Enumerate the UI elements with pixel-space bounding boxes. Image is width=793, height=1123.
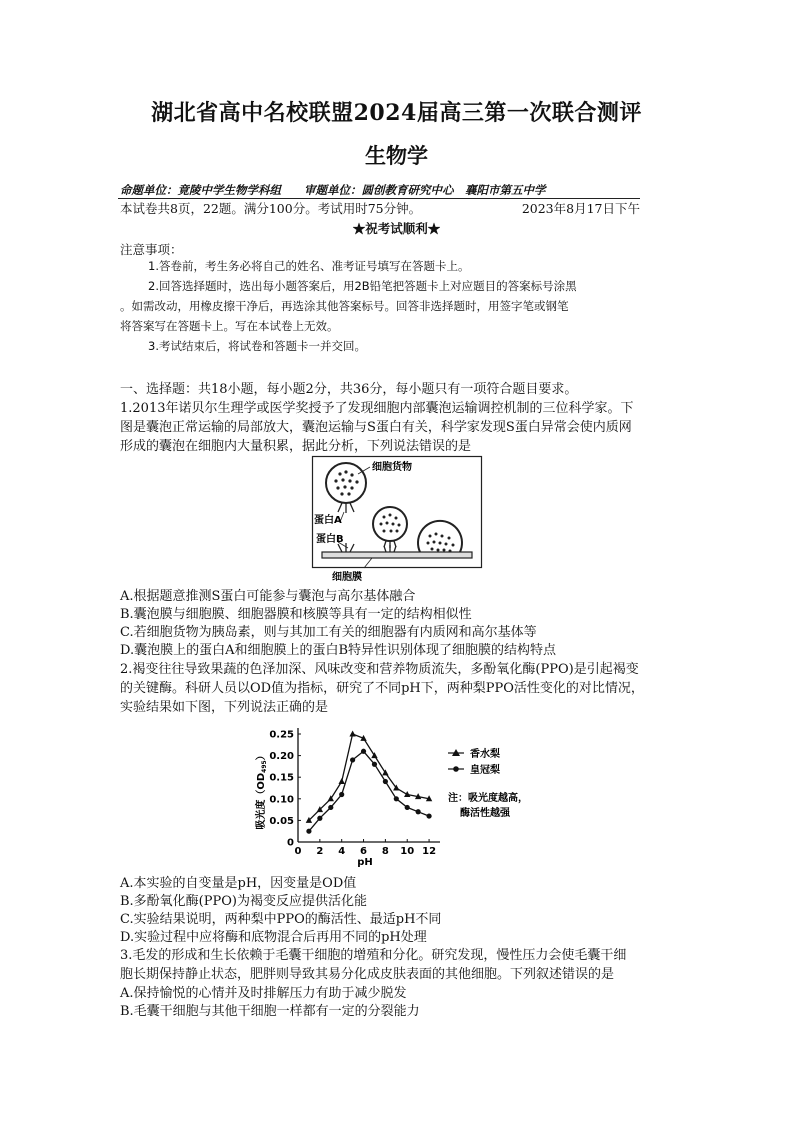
series-line [309,751,429,831]
legend-item: 皇冠梨 [470,765,500,776]
q1-stem-line: 1.2013年诺贝尔生理学或医学奖授予了发现细胞内部囊泡运输调控机制的三位科学家。下 [120,401,634,416]
y-tick-label: 0.20 [269,751,294,763]
data-point [383,779,388,784]
data-point [416,809,421,814]
q1-option-b: B.囊泡膜与细胞膜、细胞器膜和核膜等具有一定的结构相似性 [120,607,472,622]
q2-option-c: C.实验结果说明，两种梨中PPO的酶活性、最适pH不同 [120,912,442,927]
label-cell-membrane: 细胞膜 [332,572,362,583]
q2-option-b: B.多酚氧化酶(PPO)为褐变反应提供活化能 [120,894,367,909]
y-axis-label-text: ） [256,750,267,761]
q3-option-a: A.保持愉悦的心情并及时排解压力有助于减少脱发 [120,986,407,1001]
exam-date: 2023年8月17日下午 [521,201,640,216]
q2-stem-line: 的关键酶。科研人员以OD值为指标，研究了不同pH下，两种梨PPO活性变化的对比情况， [120,681,644,696]
data-point [317,816,322,821]
data-point [426,813,431,818]
legend-circle-marker [453,766,459,772]
q3-option-b: B.毛囊干细胞与其他干细胞一样都有一定的分裂能力 [120,1004,420,1019]
x-tick-label: 10 [400,846,415,857]
y-axis-label-text: 吸光度（OD [256,772,267,830]
vesicle-transport-figure [312,456,482,582]
notice-item: 3.考试结束后，将试卷和答题卡一并交回。 [148,339,366,353]
label-protein-a: 蛋白A [314,515,342,526]
data-point [349,731,355,737]
data-point [338,778,344,784]
exam-info [120,199,640,217]
q1-option-c: C.若细胞货物为胰岛素，则与其加工有关的细胞器有内质网和高尔基体等 [120,625,537,640]
notice-heading: 注意事项： [120,242,183,257]
data-point [404,791,410,797]
q1-stem-line: 图是囊泡正常运输的局部放大，囊泡运输与S蛋白有关，科学家发现S蛋白异常会使内质网 [120,420,632,435]
q1-option-d: D.囊泡膜上的蛋白A和细胞膜上的蛋白B特异性识别体现了细胞膜的结构特点 [120,643,557,658]
x-axis-label: pH [357,857,373,868]
notice-item: 1.答卷前，考生务必将自己的姓名、准考证号填写在答题卡上。 [148,259,470,273]
q3-stem-line: 胞长期保持静止状态，肥胖则导致其易分化成皮肤表面的其他细胞。下列叙述错误的是 [120,967,615,982]
chart-note-line: 酶活性越强 [460,808,510,819]
data-point [328,805,333,810]
y-axis-label-subscript: 495 [261,760,268,773]
exam-title: 湖北省高中名校联盟2024届高三第一次联合测评 [151,100,642,126]
section-heading: 一、选择题：共18小题，每小题2分，共36分，每小题只有一项符合题目要求。 [120,382,578,397]
data-point [350,757,355,762]
y-tick-label: 0.25 [269,729,294,741]
x-tick-label: 4 [338,846,346,857]
chart-legend [448,747,500,776]
data-point [339,792,344,797]
motto: ★祝考试顺利★ [352,221,441,236]
chart-note-line: 注：吸光度越高， [448,793,528,804]
q2-option-d: D.实验过程中应将酶和底物混合后再用不同的pH处理 [120,930,427,945]
q2-stem-line: 实验结果如下图，下列说法正确的是 [120,700,329,715]
exam-info-text: 本试卷共8页，22题。满分100分。考试用时75分钟。 [120,201,422,216]
q1-stem-line: 形成的囊泡在细胞内大量积累，据此分析，下列说法错误的是 [120,439,472,454]
legend-item: 香水梨 [470,749,500,760]
series-line [309,734,429,820]
y-tick-label: 0.05 [269,815,294,827]
data-point [306,829,311,834]
y-axis-label [254,750,268,829]
y-tick-label: 0.10 [269,794,294,806]
label-cell-cargo: 细胞货物 [372,462,412,473]
x-tick-label: 2 [316,846,324,857]
x-tick-label: 8 [381,846,389,857]
q1-option-a: A.根据题意推测S蛋白可能参与囊泡与高尔基体融合 [120,589,416,604]
ppo-ph-chart [250,718,528,868]
y-tick-label: 0 [287,837,294,849]
notice-item: 。如需改动，用橡皮擦干净后，再选涂其他答案标号。回答非选择题时，用签字笔或钢笔 [120,299,569,313]
q2-stem-line: 2.褐变往往导致果蔬的色泽加深、风味改变和营养物质流失，多酚氧化酶(PPO)是引起褐变 [120,662,639,677]
x-tick-label: 0 [294,846,302,857]
data-point [372,762,377,767]
label-protein-b: 蛋白B [316,534,344,545]
x-tick-label: 12 [422,846,437,857]
data-point [405,805,410,810]
y-tick-label: 0.15 [269,772,294,784]
q3-stem-line: 3.毛发的形成和生长依赖于毛囊干细胞的增殖和分化。研究发现，慢性压力会使毛囊干细 [120,948,627,963]
author-units: 命题单位：竟陵中学生物学科组 审题单位：圆创教育研究中心 襄阳市第五中学 [120,183,546,197]
data-point [361,749,366,754]
notice-item: 将答案写在答题卡上。写在本试卷上无效。 [120,319,339,333]
data-point [394,796,399,801]
q2-option-a: A.本实验的自变量是pH，因变量是OD值 [120,876,357,891]
notice-item: 2.回答选择题时，选出每小题答案后，用2B铅笔把答题卡上对应题目的答案标号涂黑 [148,279,577,293]
x-tick-label: 6 [360,846,368,857]
subject-title: 生物学 [365,143,428,168]
